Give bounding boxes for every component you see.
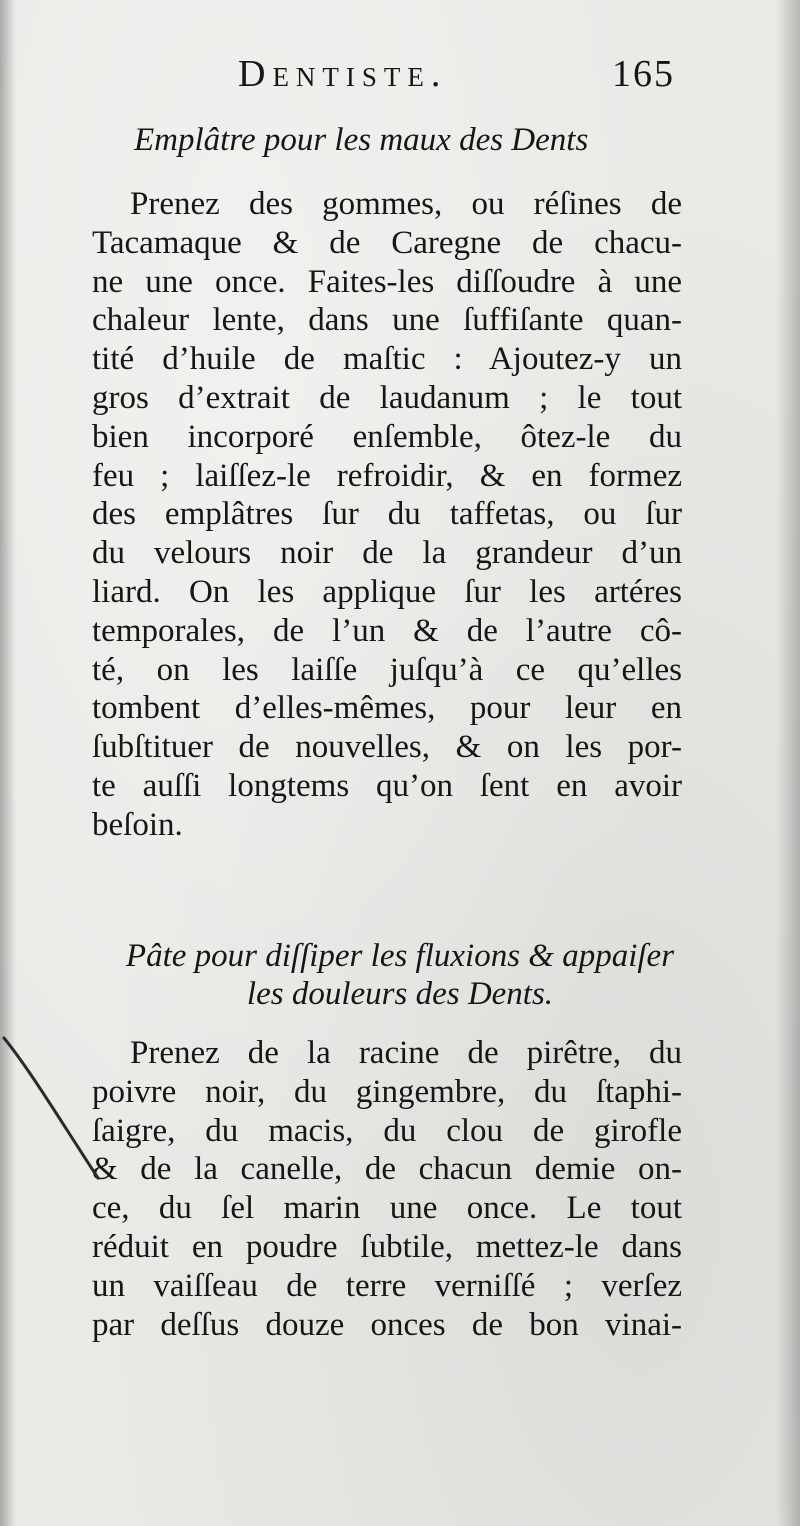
- text-line: Prenez de la racine de pirêtre, du: [130, 1035, 682, 1071]
- text-line: ſaigre, du macis, du clou de girofle: [92, 1112, 682, 1149]
- running-title: Dentiste.: [238, 53, 448, 95]
- section-heading-pate-line2: les douleurs des Dents.: [246, 976, 554, 1012]
- text-line: du velours noir de la grandeur d’un: [92, 535, 682, 572]
- section-heading-pate-line1: Pâte pour diſſiper les fluxions & appaiſer: [125, 938, 675, 974]
- text-line: beſoin.: [92, 806, 183, 843]
- text-line: ce, du ſel marin une once. Le tout: [92, 1190, 682, 1227]
- text-line: temporales, de l’un & de l’autre cô-: [92, 612, 682, 649]
- text-line: te auſſi longtems qu’on ſent en avoir: [92, 767, 682, 804]
- text-line: ſubſtituer de nouvelles, & on les por-: [92, 729, 682, 766]
- text-line: ne une once. Faites-les diſſoudre à une: [92, 263, 682, 300]
- text-line: feu ; laiſſez-le refroidir, & en formez: [92, 457, 682, 494]
- text-line: & de la canelle, de chacun demie on-: [92, 1151, 682, 1188]
- text-line: bien incorporé enſemble, ôtez-le du: [92, 418, 682, 455]
- text-line: té, on les laiſſe juſqu’à ce qu’elles: [92, 651, 682, 688]
- page-edge-shadow: [776, 0, 800, 1526]
- text-line: un vaiſſeau de terre verniſſé ; verſez: [92, 1267, 682, 1304]
- text-line: tombent d’elles-mêmes, pour leur en: [92, 690, 682, 727]
- section-heading-emplatre: Emplâtre pour les maux des Dents: [134, 122, 589, 158]
- text-line: réduit en poudre ſubtile, mettez-le dans: [92, 1228, 682, 1265]
- text-line: tité d’huile de maſtic : Ajoutez-y un: [92, 341, 682, 378]
- text-line: poivre noir, du gingembre, du ſtaphi-: [92, 1073, 682, 1110]
- text-line: liard. On les applique ſur les artéres: [92, 573, 682, 610]
- pencil-mark: [0, 1030, 120, 1190]
- paragraph-pate: [92, 1034, 682, 1344]
- text-line: gros d’extrait de laudanum ; le tout: [92, 379, 682, 416]
- text-line: des emplâtres ſur du taffetas, ou ſur: [92, 496, 682, 533]
- text-line: Tacamaque & de Caregne de chacu-: [92, 224, 682, 261]
- paragraph-emplatre: [92, 185, 682, 845]
- page-header: [0, 52, 800, 102]
- text-line: Prenez des gommes, ou réſines de: [130, 186, 682, 222]
- text-line: par deſſus douze onces de bon vinai-: [92, 1306, 682, 1343]
- text-line: chaleur lente, dans une ſuffiſante quan-: [92, 302, 682, 339]
- page-number: 165: [612, 53, 675, 95]
- page-gutter-shadow: [0, 0, 16, 1526]
